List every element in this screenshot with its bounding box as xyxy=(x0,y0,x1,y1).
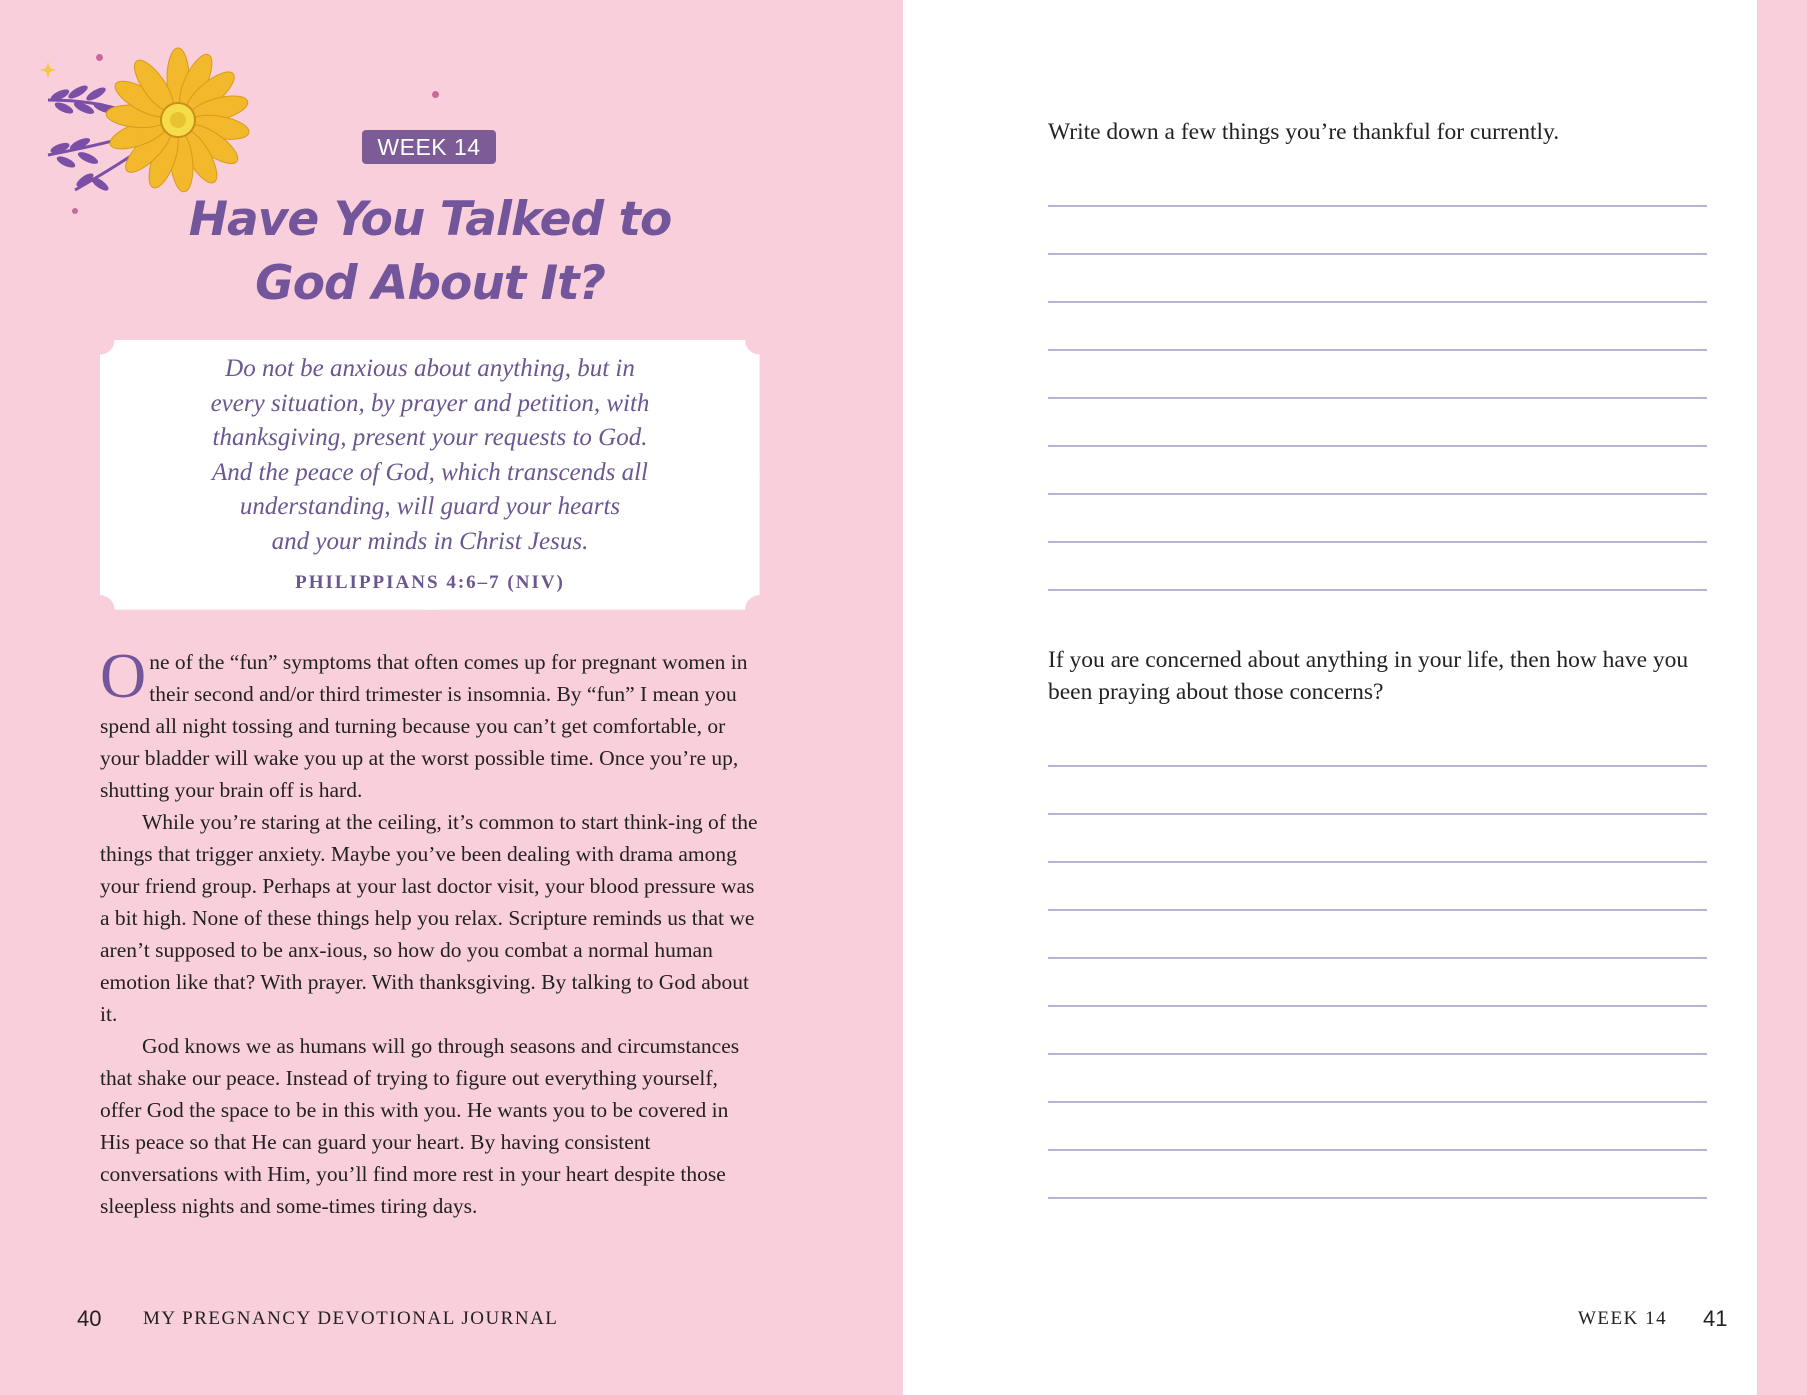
writing-line xyxy=(1048,1149,1707,1151)
verse-line: Do not be anxious about anything, but in xyxy=(225,355,635,382)
body-paragraph-1 xyxy=(100,640,760,806)
writing-line xyxy=(1048,909,1707,911)
flower-illustration-icon xyxy=(30,40,270,200)
writing-line xyxy=(1048,445,1707,447)
verse-line: understanding, will guard your hearts xyxy=(239,493,621,520)
page-title xyxy=(100,188,760,316)
writing-line xyxy=(1048,301,1707,303)
verse-reference: PHILIPPIANS 4:6–7 (NIV) xyxy=(295,572,565,593)
writing-line xyxy=(1048,1053,1707,1055)
writing-line xyxy=(1048,253,1707,255)
title-line-1: Have You Talked to xyxy=(188,192,672,247)
verse-line: every situation, by prayer and petition, with xyxy=(210,389,650,417)
drop-cap: O xyxy=(100,640,147,711)
body-paragraph-3: God knows we as humans will go through seasons and circumstances that shake our peace. Instead of trying to figure out everything yourself, offer God the space to be in this with you. He wants you to be covered in His peace so that He can guard your heart. By having consistent conversations with Him, you’ll find more rest in your heart despite those sleepless nights and some-times tiring days. xyxy=(100,1034,740,1218)
journal-prompt-1: Write down a few things you’re thankful for currently. xyxy=(1048,119,1560,145)
writing-line xyxy=(1048,813,1707,815)
writing-line xyxy=(1048,1197,1707,1199)
verse-text xyxy=(130,352,730,559)
verse-line: thanksgiving, present your requests to God. xyxy=(212,424,648,451)
verse-line: and your minds in Christ Jesus. xyxy=(271,527,589,555)
writing-line xyxy=(1048,541,1707,543)
writing-line xyxy=(1048,349,1707,351)
writing-line xyxy=(1048,1101,1707,1103)
page-number-right: 41 xyxy=(1703,1306,1728,1331)
week-footer: WEEK 14 xyxy=(1578,1308,1668,1329)
devotional-body xyxy=(100,640,760,1222)
writing-line xyxy=(1048,957,1707,959)
page-number-left: 40 xyxy=(77,1306,102,1331)
writing-line xyxy=(1048,589,1707,591)
writing-line xyxy=(1048,493,1707,495)
decor-dot xyxy=(432,91,439,98)
writing-line xyxy=(1048,861,1707,863)
writing-line xyxy=(1048,765,1707,767)
verse-line: And the peace of God, which transcends all xyxy=(211,458,649,486)
writing-line xyxy=(1048,397,1707,399)
journal-prompt-2: If you are concerned about anything in your life, then how have you been praying about those concerns? xyxy=(1048,647,1689,705)
title-line-2: God About It? xyxy=(255,256,605,311)
right-page-edge xyxy=(1757,0,1807,1395)
writing-line xyxy=(1048,205,1707,207)
body-paragraph-2: While you’re staring at the ceiling, it’s common to start think-ing of the things that trigger anxiety. Maybe you’ve been dealing with drama among your friend group. Perhaps at your last doctor visit, your blood pressure was a bit high. None of these things help you relax. Scripture reminds us that we aren’t supposed to be anx-ious, so how do you combat a normal human emotion like that? With prayer. With thanksgiving. By talking to God about it. xyxy=(100,810,758,1026)
decor-dot xyxy=(72,208,78,214)
week-tag: WEEK 14 xyxy=(362,130,496,164)
book-title-footer: MY PREGNANCY DEVOTIONAL JOURNAL xyxy=(143,1308,559,1329)
writing-line xyxy=(1048,1005,1707,1007)
paragraph-text: ne of the “fun” symptoms that often comes up for pregnant women in their second and/or third trimester is insomnia. By “fun” I mean you spend all night tossing and turning because you can’t get comfortable, or your bladder will wake you up at the worst possible time. Once you’re up, shutting your brain off is hard. xyxy=(100,650,748,802)
